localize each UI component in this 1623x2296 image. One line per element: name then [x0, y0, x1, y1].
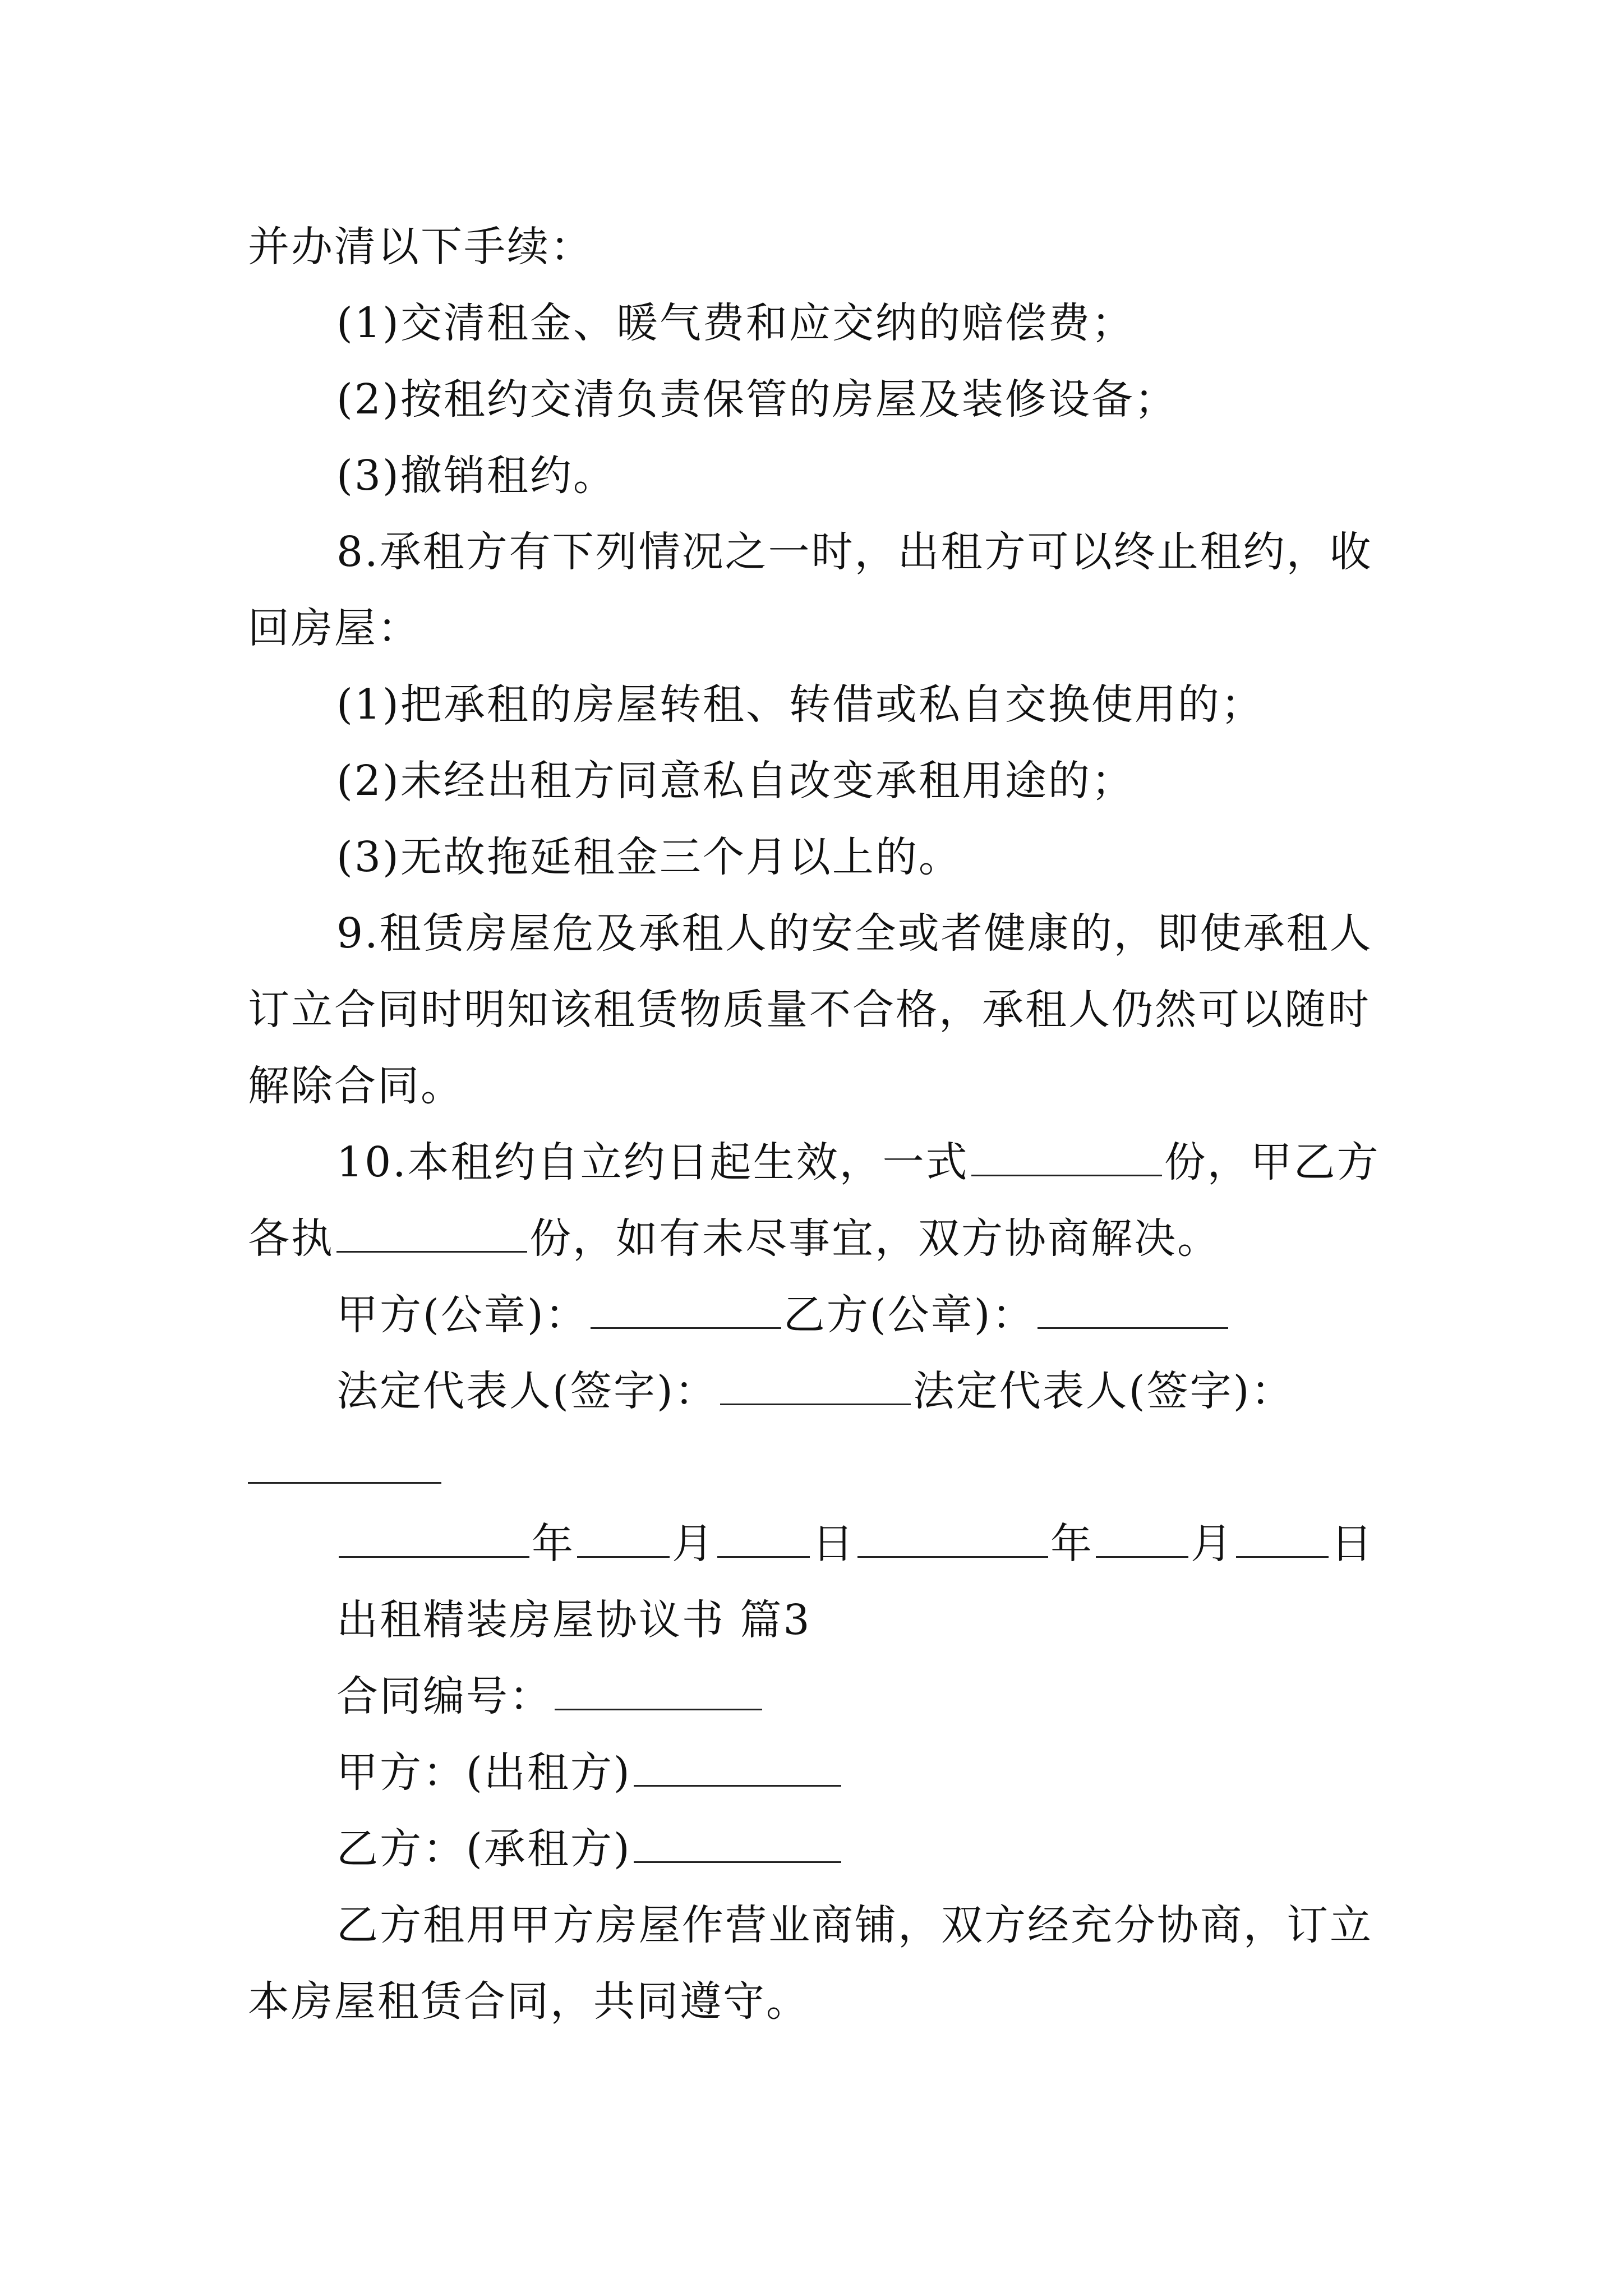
- list-item: (2)未经出租方同意私自改变承租用途的；: [336, 757, 1135, 805]
- clause-10: 10.本租约自立约日起生效，一式 份，甲乙方: [336, 1138, 1380, 1186]
- section-heading: 出租精装房屋协议书 篇3: [336, 1596, 811, 1644]
- text-line: 本房屋租赁合同，共同遵守。: [248, 1977, 809, 2026]
- list-item: (3)撤销租约。: [336, 452, 616, 500]
- party-a-blank: [634, 1748, 841, 1787]
- party-a-line: 甲方：(出租方): [336, 1745, 843, 1801]
- list-item: (3)无故拖延租金三个月以上的。: [336, 833, 962, 881]
- clause-9: 9.租赁房屋危及承租人的安全或者健康的，即使承租人: [336, 909, 1373, 958]
- party-a-seal-blank: [591, 1290, 781, 1329]
- party-b-rep-blank: [248, 1481, 441, 1484]
- year-blank: [857, 1519, 1048, 1558]
- text-line: 回房屋：: [248, 604, 421, 652]
- party-b-line: 乙方：(承租方): [336, 1821, 843, 1877]
- day-blank: [1236, 1519, 1329, 1558]
- party-b-blank: [634, 1824, 841, 1863]
- year-blank: [339, 1519, 529, 1558]
- list-item: (2)按租约交清负责保管的房屋及装修设备；: [336, 375, 1178, 424]
- copies-total-blank: [971, 1138, 1162, 1176]
- signature-line: 法定代表人(签字)： 法定代表人(签字)：: [336, 1367, 1294, 1415]
- month-blank: [577, 1519, 670, 1558]
- list-item: (1)交清租金、暖气费和应交纳的赔偿费；: [336, 299, 1135, 347]
- text-line: 各执 份，如有未尽事宜，双方协商解决。: [248, 1214, 1220, 1263]
- text-line: 并办清以下手续：: [248, 223, 593, 271]
- date-line: 年 月 日 年 月 日: [336, 1516, 1374, 1572]
- party-b-seal-blank: [1038, 1290, 1228, 1329]
- text-line: 订立合同时明知该租赁物质量不合格，承租人仍然可以随时: [248, 986, 1371, 1034]
- list-item: (1)把承租的房屋转租、转借或私自交换使用的；: [336, 680, 1264, 729]
- clause-8: 8.承租方有下列情况之一时，出租方可以终止租约，收: [336, 528, 1373, 576]
- contract-number-blank: [555, 1672, 762, 1710]
- day-blank: [717, 1519, 810, 1558]
- text-line: 解除合同。: [248, 1062, 464, 1110]
- party-a-rep-blank: [720, 1366, 911, 1405]
- contract-number-line: 合同编号：: [336, 1668, 764, 1724]
- text-line: 乙方租用甲方房屋作营业商铺，双方经充分协商，订立: [336, 1901, 1373, 1949]
- copies-each-blank: [336, 1214, 527, 1253]
- seal-line: 甲方(公章)： 乙方(公章)：: [336, 1287, 1230, 1343]
- month-blank: [1096, 1519, 1188, 1558]
